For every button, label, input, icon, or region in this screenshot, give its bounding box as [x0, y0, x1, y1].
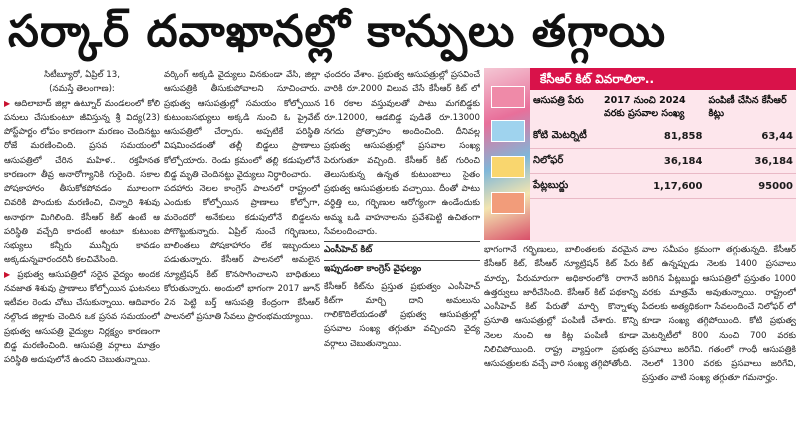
dateline-source: (నమస్తే తెలంగాణ):	[49, 84, 115, 95]
column-header: ఆసుపత్రి పేరు	[533, 95, 584, 106]
bullet-icon: ▶	[4, 269, 13, 279]
table-row	[530, 124, 796, 149]
dateline: సిటీబ్యూరో, ఏప్రిల్ 13,	[44, 70, 120, 80]
table-cell: 1,17,600	[601, 174, 705, 199]
table-header-row	[530, 90, 796, 124]
table-cell: నిలోఫర్	[530, 149, 601, 174]
paragraph: వర్కింగ్ అక్కడి వైద్యులు వినకుండా వేసి, జిల్లా ఆసుపత్రికి తీసుకుపోవాలని సూచించారు. ప్రభుత్వ ఆసుపత్రుల్లో సమయం కోల్పోయిన కుటుంబసభ్యులు అక్కడి నుంచి ఓ ప్రైవేట్ ఆసుపత్రిలో చేర్పారు. అప్పటికే పరిస్థితి విషమించడంతో తల్లీ బిడ్డలు ప్రాణాలు కోల్పోయారు. రెండు క్రమంలో తల్లి కడుపులోనే బిడ్డ మృతి చెందినట్టు వైద్యులు నిర్ధారించారు.	[164, 70, 320, 180]
kcr-kit-photo	[484, 68, 530, 240]
paragraph: కేసీఆర్ కిట్‌ను ప్రస్తుత ప్రభుత్వం ఎంసీహెచ్ కిట్‌గా మార్చి దాని అమలును గాలికొదిలేయడంతో ప్రభుత్వ ఆసుపత్రుల్లో ప్రసవాల సంఖ్య తగ్గుతూ వచ్చిందని వైద్య వర్గాలు చెబుతున్నాయి.	[324, 281, 480, 349]
kit-item-icon	[491, 192, 525, 214]
paragraph: భాగంగానే గర్భిణులు, బాలింతలకు వరమైన కేసీఆర్ కిట్, కేసీఆర్ న్యూట్రిషన్ కిట్ పేరు మార్పు, పేరుమారుగా అధికారంలోకి రాగానే ఉత్తర్వులు జారీచేసింది. కేసీఆర్ కిట్ పథకాన్ని ఎంసీహెచ్ కిట్ పేరుతో మార్చి కొన్నాళ్ళు ప్రసూతి ఆసుపత్రుల్లో పంపిణీ చేశారు. కొన్ని నెలల నుంచి ఆ కిట్ల పంపిణీ కూడా నిలిచిపోయింది. రాష్ట్ర వ్యాప్తంగా ప్రభుత్వ ఆసుపత్రులకు వచ్చే వారి సంఖ్య తగ్గిపోతోంది.	[484, 245, 638, 369]
column-header: పంపిణీ చేసిన కేసీఆర్ కిట్లు	[708, 95, 787, 119]
kit-item-icon	[491, 120, 525, 142]
article-column-5	[642, 243, 796, 428]
subheading: ఎంసీహెచ్ కిట్	[324, 241, 480, 258]
kit-item-icon	[491, 86, 525, 108]
table-cell: 36,184	[601, 149, 705, 174]
subheading: ఇప్పుడంతా కాంగ్రెస్ వైఫల్యం	[324, 260, 480, 277]
table-title: కేసీఆర్ కిట్ వివరాలిలా..	[530, 68, 796, 90]
headline: సర్కార్ దవాఖానల్లో కాన్పులు తగ్గాయి	[8, 6, 667, 57]
table-row	[530, 149, 796, 174]
paragraph: ▶ ప్రభుత్వ ఆసుపత్రిలో సరైన వైద్యం అందక నవజాత శిశువు ప్రాణాలు కోల్పోయిన ఘటనలు ఇటీవల రెండు చోటు చేసుకున్నాయి. ఆదివారం నల్గొండ జిల్లాకు చెందిన ఒక ప్రసవ సమయంలో ప్రభుత్వ ఆసుపత్రి వైద్యుల నిర్లక్ష్యం కారణంగా బిడ్డ మరణించింది. ఆసుపత్రి వర్గాలు మాత్రం పరిస్థితి అదుపులోనే ఉందని చెబుతున్నాయి.	[4, 269, 160, 365]
table-cell: 63,44	[705, 124, 796, 149]
table-cell: పేట్లబుర్జు	[530, 174, 601, 199]
column-header: 2017 నుంచి 2024 వరకు ప్రసవాల సంఖ్య	[604, 95, 686, 119]
kit-details-box	[530, 68, 796, 242]
paragraph: ఛందరం వేశాం. ప్రభుత్వ ఆసుపత్రుల్లో ప్రసవించే వారికి రూ.2000 విలువ చేసే కేసీఆర్ కిట్ లో 16 రకాల వస్తువులతో పాటు మగబిడ్డకు రూ.12000, ఆడబిడ్డ పుడితే రూ.13000 నగదు ప్రోత్సాహం అందించింది. దీనివల్ల ప్రభుత్వ ఆసుపత్రుల్లో ప్రసవాల సంఖ్య పెరుగుతూ వచ్చింది. కేసీఆర్ కిట్ గురించి తెలుసుకున్న ఉన్నత కుటుంబాలు సైతం ప్రభుత్వ ఆసుపత్రులకు వచ్చాయి. దీంతో పాటు వర్ధిత్తి లు, గర్భిణుల ఆరోగ్యంగా ఉండేందుకు అమ్మ ఒడి వాహనాలను ప్రవేశపెట్టి ఉచితంగా సేవలందించారు.	[324, 70, 480, 237]
paragraph: వాల సమీపం క్రమంగా తగ్గుతున్నది. కేసీఆర్ కిట్ ఉన్నప్పుడు నెలకు 1400 ప్రసవాలు జరిగిన పేట్లబుర్జు ఆసుపత్రిలో ప్రస్తుతం 1000 వరకు మాత్రమే అవుతున్నాయి. రాష్ట్రంలో పేదలకు అత్యధికంగా సేవలందించే నిలోఫర్ లో కూడా సంఖ్య తగ్గిపోయింది. కోటి ప్రభుత్వ మెటర్నిటీలో 800 నుంచి 700 వరకు ప్రసవాలు జరిగేవి. గతంలో గాంధీ ఆసుపత్రికి నెలలో 1300 వరకు ప్రసవాలు జరిగేవి, ప్రస్తుతం వాటి సంఖ్య తగ్గుతూ గమనార్హం.	[642, 245, 796, 384]
table-row	[530, 174, 796, 199]
paragraph: పదహారు నెలల కాంగ్రెస్ పాలనలో రాష్ట్రంలో ఎందుకు కోల్పోయిన ప్రాణాలు కోల్పోగా, మరెందరో అనేకులు కడుపులోనే బిడ్డలను పోగొట్టుకున్నారు. ఏప్రిల్ నుంచే గర్భిణులు, బాలింతలు పోషకాహారం లేక ఇబ్బందులు పడుతున్నారు. కేసీఆర్ పాలనలో అమలైన న్యూట్రిషన్ కిట్ కొనసాగించాలని బాధితులు కోరుతున్నారు. అందులో భాగంగా 2017 జూన్ 2న పెట్టి బర్త్ ఆసుపత్రి కేంద్రంగా కేసీఆర్ పాలనలో ప్రసూతి సేవలు ప్రారంభమయ్యాయి.	[164, 184, 320, 323]
table-cell: కోటి మెటర్నిటీ	[530, 124, 601, 149]
article-column-2	[164, 68, 320, 428]
bullet-icon: ▶	[4, 98, 11, 108]
article-column-1	[4, 68, 160, 428]
table-cell: 36,184	[705, 149, 796, 174]
article-column-4	[484, 243, 638, 428]
paragraph: ▶ ఆదిలాబాద్ జిల్లా ఉట్నూర్ మండలంలో కోలి పనులు చేసుకుంటూ జీవిస్తున్న శ్రీ విద్య(23) పోస్ట్‌పార్టం లోపం కారణంగా మరణం చెందినట్టు రోజే మరణించింది. ప్రసవ సమయంలో ఆసుపత్రిలో చేరిన మహిళ.. రక్తహీనత కారణంగా తీవ్ర అనారోగ్యానికి గురైంది. సకాల పోషకాహారం తీసుకోకపోవడం మూలంగా చివరికి పొందుకు మరణించి, చిన్నారి శిశువు అనాథగా మిగిలింది. కేసీఆర్ కిట్ ఉంటే ఆ పరిస్థితి వచ్చేది కాదంటే అంటూ కుటుంబ సభ్యులు కన్నీరు మున్నీరు కావడం అక్కడున్నవారందరినీ కలచివేసింది.	[4, 98, 160, 266]
kit-item-icon	[491, 156, 525, 178]
table-cell: 81,858	[601, 124, 705, 149]
article-column-3	[324, 68, 480, 428]
table-cell: 95000	[705, 174, 796, 199]
kit-details-table	[530, 90, 796, 199]
